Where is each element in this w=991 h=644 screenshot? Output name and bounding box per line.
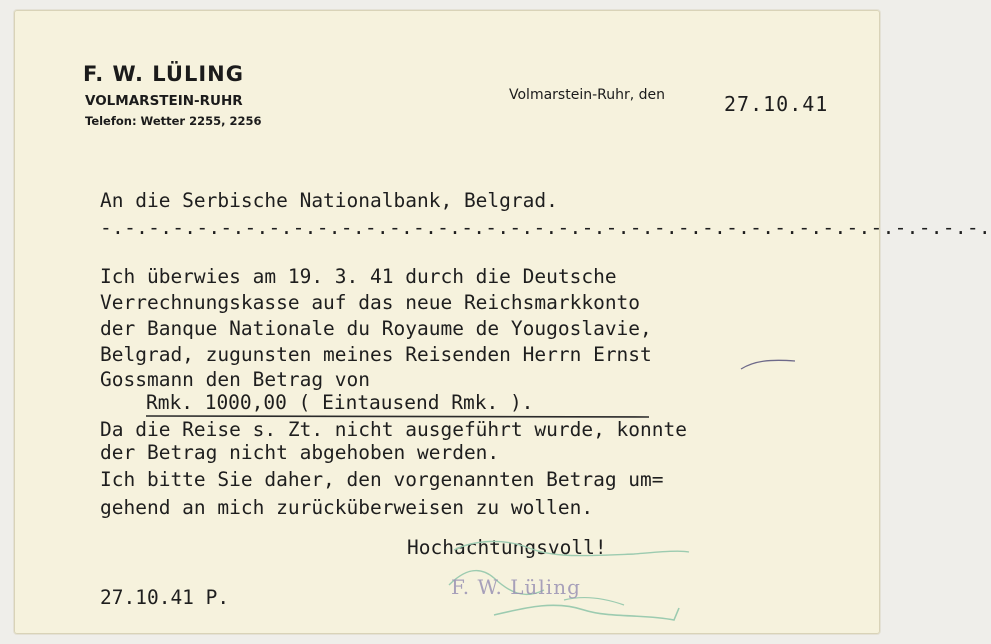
body-line-7: Da die Reise s. Zt. nicht ausgeführt wurde, konnte — [100, 418, 687, 441]
letterhead-name: F. W. LÜLING — [83, 62, 244, 86]
addressee-line: An die Serbische Nationalbank, Belgrad. — [100, 189, 558, 212]
body-line-3: der Banque Nationale du Royaume de Yougoslavie, — [100, 317, 652, 340]
letterhead-phone: Telefon: Wetter 2255, 2256 — [85, 114, 262, 128]
reference-date: 27.10.41 P. — [100, 586, 230, 609]
body-line-2: Verrechnungskasse auf das neue Reichsmarkkonto — [100, 291, 641, 314]
body-line-1: Ich überwies am 19. 3. 41 durch die Deutsche — [100, 265, 617, 288]
pencil-mark — [739, 355, 799, 375]
body-line-10: gehend an mich zurücküberweisen zu wollen. — [100, 496, 594, 519]
body-line-9: Ich bitte Sie daher, den vorgenannten Betrag um= — [100, 468, 664, 491]
signature-stamp: F. W. Lüling — [451, 575, 581, 599]
amount-line: Rmk. 1000,00 ( Eintausend Rmk. ). — [146, 391, 534, 414]
postcard — [14, 10, 991, 634]
separator-line: -.-.-.-.-.-.-.-.-.-.-.-.-.-.-.-.-.-.-.-.-.-.-.-.-.-.-.-.-.-.-.-.-.-.-.-.-. — [100, 216, 991, 239]
letter-date: 27.10.41 — [724, 92, 829, 116]
body-line-4: Belgrad, zugunsten meines Reisenden Herrn Ernst — [100, 343, 652, 366]
body-line-5: Gossmann den Betrag von — [100, 368, 371, 391]
letterhead-city: VOLMARSTEIN-RUHR — [85, 93, 243, 109]
place-label: Volmarstein-Ruhr, den — [509, 87, 666, 103]
body-line-8: der Betrag nicht abgehoben werden. — [100, 441, 500, 464]
closing-phrase: Hochachtungsvoll! — [407, 536, 607, 559]
